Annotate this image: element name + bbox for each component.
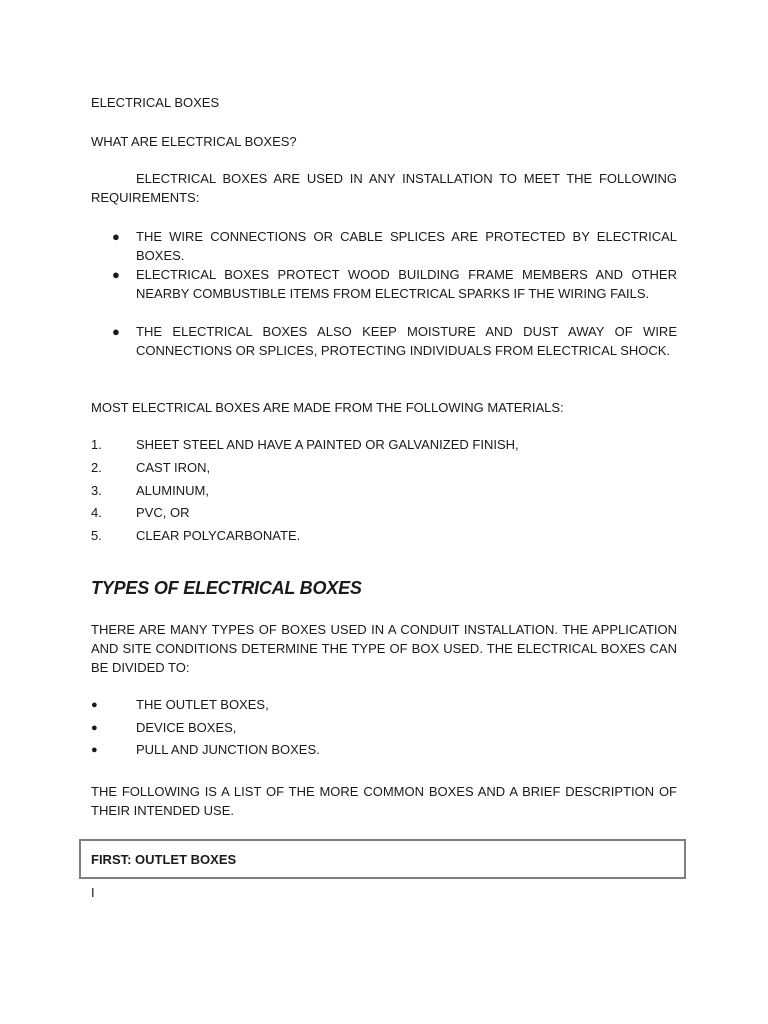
materials-intro: MOST ELECTRICAL BOXES ARE MADE FROM THE FOLLOWING MATERIALS: <box>91 400 564 415</box>
section-heading: TYPES OF ELECTRICAL BOXES <box>91 578 362 598</box>
requirement-text: ELECTRICAL BOXES PROTECT WOOD BUILDING FRAME MEMBERS AND OTHER NEARBY COMBUSTIBLE ITEMS FROM ELECTRICAL SPARKS IF THE WIRING FAILS. <box>136 267 677 301</box>
bullet-icon: ● <box>91 722 98 734</box>
bullet-icon: ● <box>112 267 120 282</box>
box-type-text: PULL AND JUNCTION BOXES. <box>136 742 320 757</box>
material-text: SHEET STEEL AND HAVE A PAINTED OR GALVANIZED FINISH, <box>136 437 519 452</box>
section-box-title: FIRST: OUTLET BOXES <box>91 852 237 867</box>
list-number: 2. <box>91 460 102 475</box>
material-text: PVC, OR <box>136 505 190 520</box>
document-title: ELECTRICAL BOXES <box>91 95 220 110</box>
list-number: 4. <box>91 505 102 520</box>
list-number: 3. <box>91 483 102 498</box>
box-type-text: THE OUTLET BOXES, <box>136 697 269 712</box>
bullet-icon: ● <box>91 744 98 756</box>
material-item <box>91 436 677 454</box>
bullet-icon: ● <box>91 699 98 711</box>
material-text: CAST IRON, <box>136 460 211 475</box>
section-title-box <box>79 839 686 879</box>
requirement-text: THE WIRE CONNECTIONS OR CABLE SPLICES ARE PROTECTED BY ELECTRICAL BOXES. <box>136 229 677 263</box>
bullet-icon: ● <box>112 324 120 339</box>
material-item <box>91 504 677 522</box>
list-number: 1. <box>91 437 102 452</box>
requirement-text: THE ELECTRICAL BOXES ALSO KEEP MOISTURE AND DUST AWAY OF WIRE CONNECTIONS OR SPLICES, PROTECTING INDIVIDUALS FROM ELECTRICAL SHOCK. <box>136 324 677 358</box>
types-intro-paragraph: THERE ARE MANY TYPES OF BOXES USED IN A CONDUIT INSTALLATION. THE APPLICATION AND SITE CONDITIONS DETERMINE THE TYPE OF BOX USED. THE ELECTRICAL BOXES CAN BE DIVIDED TO: <box>91 622 677 675</box>
material-text: ALUMINUM, <box>136 483 209 498</box>
intro-paragraph: ELECTRICAL BOXES ARE USED IN ANY INSTALLATION TO MEET THE FOLLOWING REQUIREMENTS: <box>91 171 677 205</box>
bullet-icon: ● <box>112 229 120 244</box>
material-item <box>91 459 677 477</box>
box-type-text: DEVICE BOXES, <box>136 720 237 735</box>
material-item <box>91 527 677 545</box>
text-cursor[interactable]: I <box>91 885 95 900</box>
box-type-item <box>91 741 677 759</box>
list-intro-paragraph: THE FOLLOWING IS A LIST OF THE MORE COMMON BOXES AND A BRIEF DESCRIPTION OF THEIR INTENDED USE. <box>91 784 677 818</box>
question-heading: WHAT ARE ELECTRICAL BOXES? <box>91 134 297 149</box>
material-text: CLEAR POLYCARBONATE. <box>136 528 301 543</box>
box-type-item <box>91 696 677 714</box>
material-item <box>91 482 677 500</box>
box-type-item <box>91 719 677 737</box>
list-number: 5. <box>91 528 102 543</box>
